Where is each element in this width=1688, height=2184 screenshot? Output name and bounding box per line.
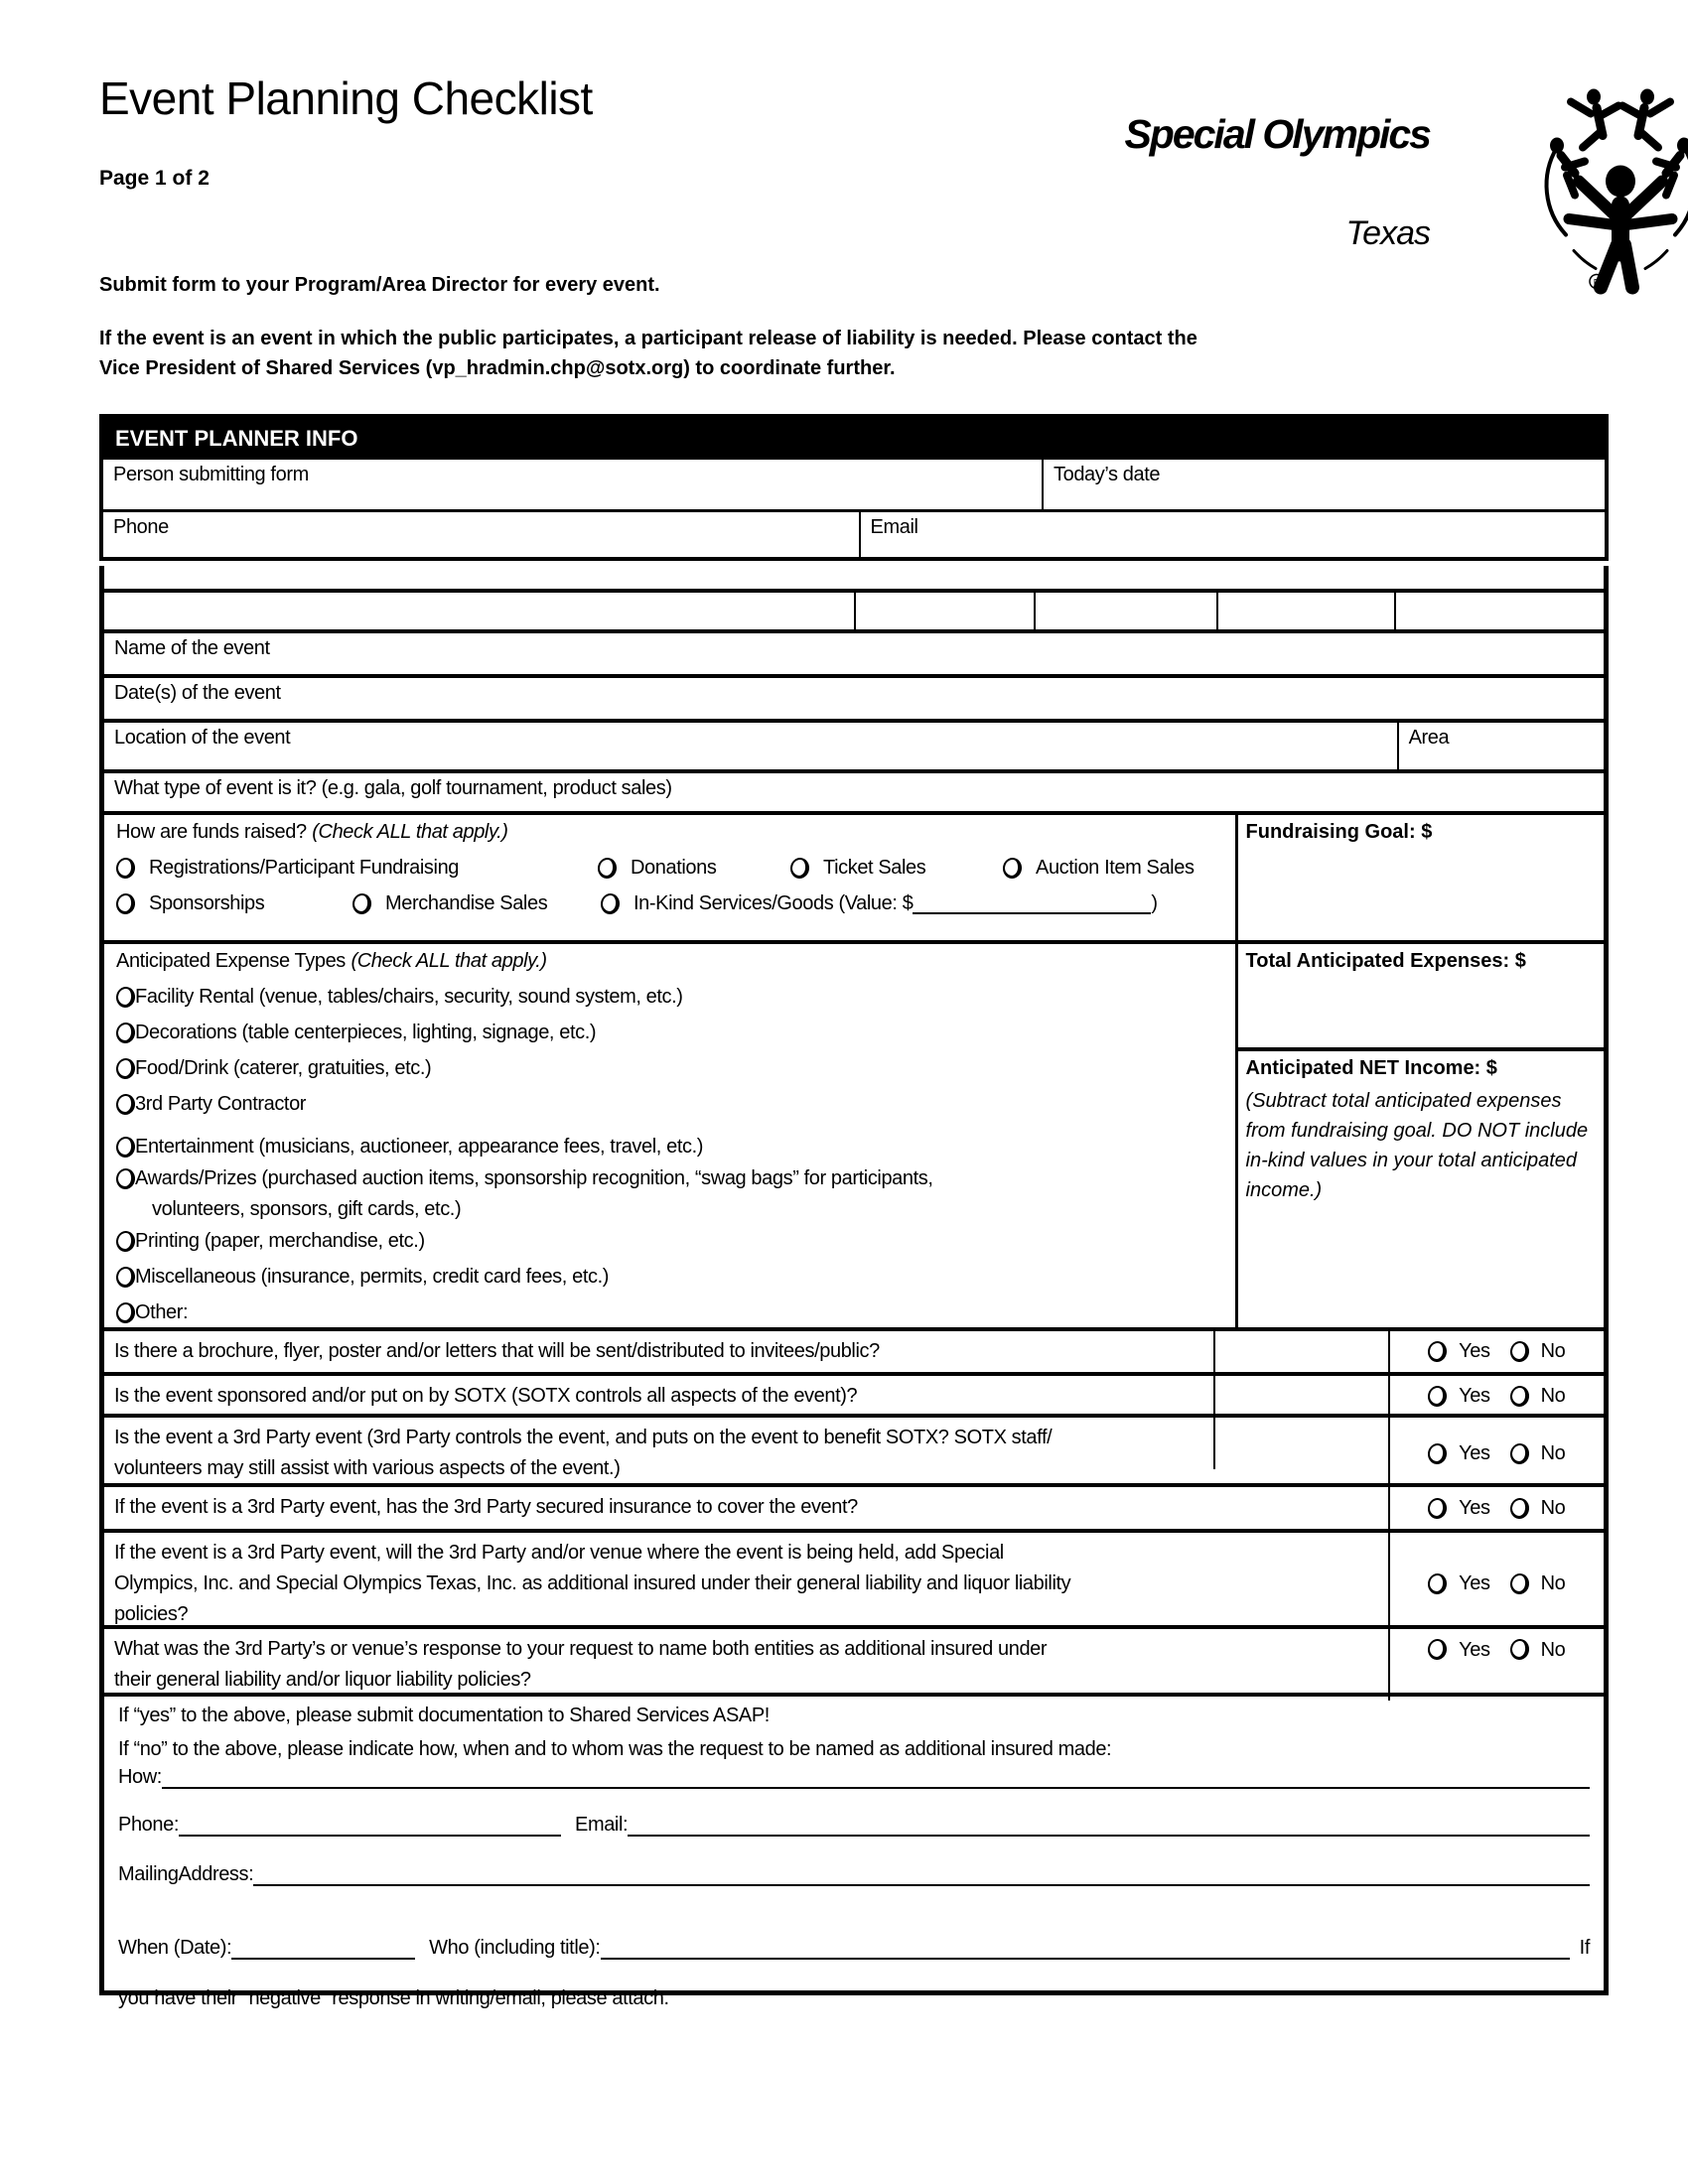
fundraising-goal-label: Fundraising Goal: $ [1245, 821, 1433, 843]
when-date-label: When (Date): [118, 1937, 232, 1959]
expense-miscellaneous[interactable]: Miscellaneous (insurance, permits, credit card fees, etc.) [116, 1266, 1223, 1289]
option-merchandise[interactable]: Merchandise Sales [352, 892, 601, 915]
radio-yes-icon[interactable] [1427, 1496, 1449, 1519]
submit-instruction: Submit form to your Program/Area Director for every event. [99, 274, 660, 296]
radio-decorations-icon[interactable] [115, 1022, 137, 1044]
radio-facility-icon[interactable] [115, 986, 137, 1009]
question-additional-insured-row [104, 1529, 1604, 1625]
funds-raised-row [104, 811, 1604, 940]
option-registrations[interactable]: Registrations/Participant Fundraising [116, 857, 598, 880]
expense-printing[interactable]: Printing (paper, merchandise, etc.) [116, 1230, 1223, 1253]
liability-instruction [99, 324, 1197, 383]
empty-cell-5[interactable] [1394, 593, 1604, 629]
followup-no-instruction: If “no” to the above, please indicate how, when and to whom was the request to be named as additional insured made: [118, 1738, 1112, 1760]
expense-3rd-party-contractor[interactable]: 3rd Party Contractor [116, 1093, 1223, 1116]
question-3rd-party-answer: Yes No [1388, 1418, 1604, 1489]
radio-no-icon[interactable] [1508, 1340, 1530, 1363]
special-olympics-texas-logo [983, 87, 1609, 311]
person-submitting-field[interactable]: Person submitting form [113, 464, 309, 485]
mailing-address-label: MailingAddress: [118, 1863, 254, 1885]
radio-merchandise-icon[interactable] [352, 892, 373, 915]
followup-when-who-line [118, 1936, 1590, 1960]
question-brochure-row [104, 1327, 1604, 1372]
event-dates-row[interactable] [104, 674, 1604, 719]
funds-raised-cell [104, 815, 1235, 940]
question-3rd-party-row [104, 1414, 1604, 1483]
question-venue-response-answer: Yes No [1388, 1629, 1604, 1701]
radio-no-icon[interactable] [1508, 1572, 1530, 1595]
expenses-header-note: (Check ALL that apply.) [351, 950, 547, 972]
special-olympics-logo-mark [1541, 81, 1688, 300]
event-location-row [104, 719, 1604, 769]
planner-row-person-date [103, 460, 1605, 509]
radio-auction-items-icon[interactable] [1002, 857, 1024, 880]
area-field[interactable]: Area [1397, 723, 1604, 769]
question-brochure-spacer [1213, 1331, 1387, 1372]
option-donations[interactable]: Donations [598, 857, 790, 880]
funds-options-row1 [116, 857, 1223, 880]
radio-no-icon[interactable] [1508, 1496, 1530, 1519]
radio-ticket-sales-icon[interactable] [789, 857, 811, 880]
funds-question-note: (Check ALL that apply.) [312, 821, 508, 843]
page-content [99, 0, 1609, 2184]
question-brochure-answer: Yes No [1388, 1331, 1604, 1372]
funds-question: How are funds raised? (Check ALL that apply.) [116, 821, 508, 843]
who-input-line[interactable] [601, 1936, 1570, 1960]
option-auction-items[interactable]: Auction Item Sales [1003, 857, 1195, 880]
email-input-line[interactable] [628, 1813, 1590, 1837]
radio-inkind-icon[interactable] [600, 892, 622, 915]
event-name-row[interactable] [104, 629, 1604, 674]
expense-food-drink[interactable]: Food/Drink (caterer, gratuities, etc.) [116, 1057, 1223, 1080]
question-insurance-text: If the event is a 3rd Party event, has the 3rd Party secured insurance to cover the event? [114, 1496, 858, 1518]
expenses-header: Anticipated Expense Types (Check ALL that apply.) [116, 950, 547, 972]
net-income-note: (Subtract total anticipated expenses from fundraising goal. DO NOT include in-kind values in your total anticipated income.) [1245, 1090, 1589, 1201]
logo-brand-text: Special Olympics [1124, 111, 1430, 157]
funds-options-row2 [116, 892, 1223, 915]
radio-contractor-icon[interactable] [115, 1093, 137, 1116]
option-inkind[interactable]: In-Kind Services/Goods (Value: $ ) [601, 892, 1223, 915]
expense-types-cell [104, 944, 1235, 1330]
table-open-row [104, 566, 1604, 589]
radio-sponsorships-icon[interactable] [115, 892, 137, 915]
email-label: Email: [575, 1814, 629, 1836]
page-number: Page 1 of 2 [99, 167, 210, 190]
radio-no-icon[interactable] [1508, 1441, 1530, 1464]
radio-printing-icon[interactable] [115, 1230, 137, 1253]
attach-instruction: you have their “negative” response in writing/email, please attach. [118, 1987, 669, 2009]
empty-cell-1[interactable] [104, 593, 854, 629]
expense-awards-continuation: volunteers, sponsors, gift cards, etc.) [152, 1198, 462, 1220]
inkind-value-input-line[interactable] [913, 894, 1151, 914]
expense-entertainment[interactable]: Entertainment (musicians, auctioneer, appearance fees, travel, etc.) [116, 1136, 1223, 1159]
followup-mailing-line [118, 1862, 1590, 1886]
registered-symbol: R [1593, 277, 1601, 288]
expense-awards-prizes[interactable]: Awards/Prizes (purchased auction items, sponsorship recognition, “swag bags” for participants, [116, 1167, 1223, 1190]
empty-cell-3[interactable] [1034, 593, 1216, 629]
radio-food-icon[interactable] [115, 1057, 137, 1080]
followup-how-line [118, 1765, 1590, 1789]
radio-yes-icon[interactable] [1427, 1441, 1449, 1464]
radio-entertainment-icon[interactable] [115, 1136, 137, 1159]
question-3rd-party-text: Is the event a 3rd Party event (3rd Party controls the event, and puts on the event to benefit SOTX? SOTX staff/ volunteers may still assist with various aspects of the event.) [114, 1427, 1053, 1479]
expense-totals-column [1235, 944, 1604, 1330]
how-label: How: [118, 1766, 162, 1788]
question-sotx-sponsored-text: Is the event sponsored and/or put on by SOTX (SOTX controls all aspects of the event)? [114, 1385, 858, 1407]
question-sotx-sponsored-row [104, 1372, 1604, 1414]
event-location-field[interactable]: Location of the event [114, 727, 291, 749]
total-expenses-cell[interactable] [1238, 944, 1604, 1051]
planner-row-phone-email [103, 509, 1605, 557]
radio-yes-icon[interactable] [1427, 1572, 1449, 1595]
radio-awards-icon[interactable] [115, 1167, 137, 1190]
event-planner-info-table [99, 414, 1609, 561]
question-sotx-answer: Yes No [1388, 1376, 1604, 1417]
empty-cell-4[interactable] [1216, 593, 1393, 629]
radio-donations-icon[interactable] [597, 857, 619, 880]
partial-divider [1213, 1418, 1215, 1469]
followup-section [104, 1693, 1604, 2009]
expense-other[interactable]: Other: [116, 1301, 1223, 1324]
net-income-label: Anticipated NET Income: $ [1245, 1057, 1497, 1079]
net-income-cell[interactable] [1238, 1051, 1604, 1205]
question-additional-insured-text: If the event is a 3rd Party event, will the 3rd Party and/or venue where the event is being held, add Special Olympics, Inc. and Special Olympics Texas, Inc. as additional insured under their general liability and liquor liability policies? [114, 1542, 1071, 1625]
phone-field[interactable]: Phone [113, 516, 169, 538]
question-insurance-answer: Yes No [1388, 1487, 1604, 1529]
followup-yes-instruction: If “yes” to the above, please submit documentation to Shared Services ASAP! [118, 1705, 770, 1726]
question-brochure-text: Is there a brochure, flyer, poster and/or letters that will be sent/distributed to invitees/public? [114, 1340, 880, 1362]
section-header-event-planner-info: EVENT PLANNER INFO [103, 418, 1605, 460]
page-title: Event Planning Checklist [99, 72, 593, 124]
question-venue-response-row [104, 1625, 1604, 1693]
when-input-line[interactable] [231, 1936, 415, 1960]
empty-cell-2[interactable] [854, 593, 1034, 629]
empty-header-row [104, 589, 1604, 629]
radio-yes-icon[interactable] [1427, 1385, 1449, 1408]
event-type-field[interactable]: What type of event is it? (e.g. gala, golf tournament, product sales) [114, 777, 672, 799]
question-additional-insured-answer: Yes No [1388, 1533, 1604, 1635]
event-type-row[interactable] [104, 769, 1604, 811]
phone-input-line[interactable] [179, 1813, 561, 1837]
radio-no-icon[interactable] [1508, 1385, 1530, 1408]
followup-phone-email-line [118, 1813, 1590, 1837]
liability-instruction-line1: If the event is an event in which the public participates, a participant release of liability is needed. Please contact the [99, 328, 1197, 349]
event-dates-field[interactable]: Date(s) of the event [114, 682, 281, 704]
event-name-field[interactable]: Name of the event [114, 637, 270, 659]
how-input-line[interactable] [162, 1765, 1590, 1789]
question-sotx-spacer [1213, 1376, 1387, 1417]
if-word: If [1579, 1937, 1590, 1959]
radio-misc-icon[interactable] [115, 1266, 137, 1289]
email-field[interactable]: Email [859, 512, 1605, 557]
mailing-address-input-line[interactable] [253, 1862, 1590, 1886]
option-ticket-sales[interactable]: Ticket Sales [790, 857, 1003, 880]
who-label: Who (including title): [429, 1937, 601, 1959]
expenses-row [104, 940, 1604, 1327]
radio-yes-icon[interactable] [1427, 1340, 1449, 1363]
total-expenses-label: Total Anticipated Expenses: $ [1245, 950, 1526, 972]
radio-registrations-icon[interactable] [115, 857, 137, 880]
question-venue-response-text: What was the 3rd Party’s or venue’s response to your request to name both entities as additional insured under their general liability and/or liquor liability policies? [114, 1638, 1048, 1691]
fundraising-goal-cell[interactable] [1235, 815, 1604, 940]
radio-yes-icon[interactable] [1427, 1638, 1449, 1661]
liability-instruction-line2: Vice President of Shared Services (vp_hradmin.chp@sotx.org) to coordinate further. [99, 357, 896, 379]
phone-label: Phone: [118, 1814, 179, 1836]
logo-region-text: Texas [1345, 214, 1430, 252]
radio-other-icon[interactable] [115, 1301, 137, 1324]
expense-facility-rental[interactable]: Facility Rental (venue, tables/chairs, security, sound system, etc.) [116, 986, 1223, 1009]
event-details-table [99, 566, 1609, 2009]
option-sponsorships[interactable]: Sponsorships [116, 892, 352, 915]
question-insurance-row [104, 1483, 1604, 1529]
expense-decorations[interactable]: Decorations (table centerpieces, lighting, signage, etc.) [116, 1022, 1223, 1044]
todays-date-field[interactable]: Today’s date [1042, 460, 1605, 509]
radio-no-icon[interactable] [1508, 1638, 1530, 1661]
